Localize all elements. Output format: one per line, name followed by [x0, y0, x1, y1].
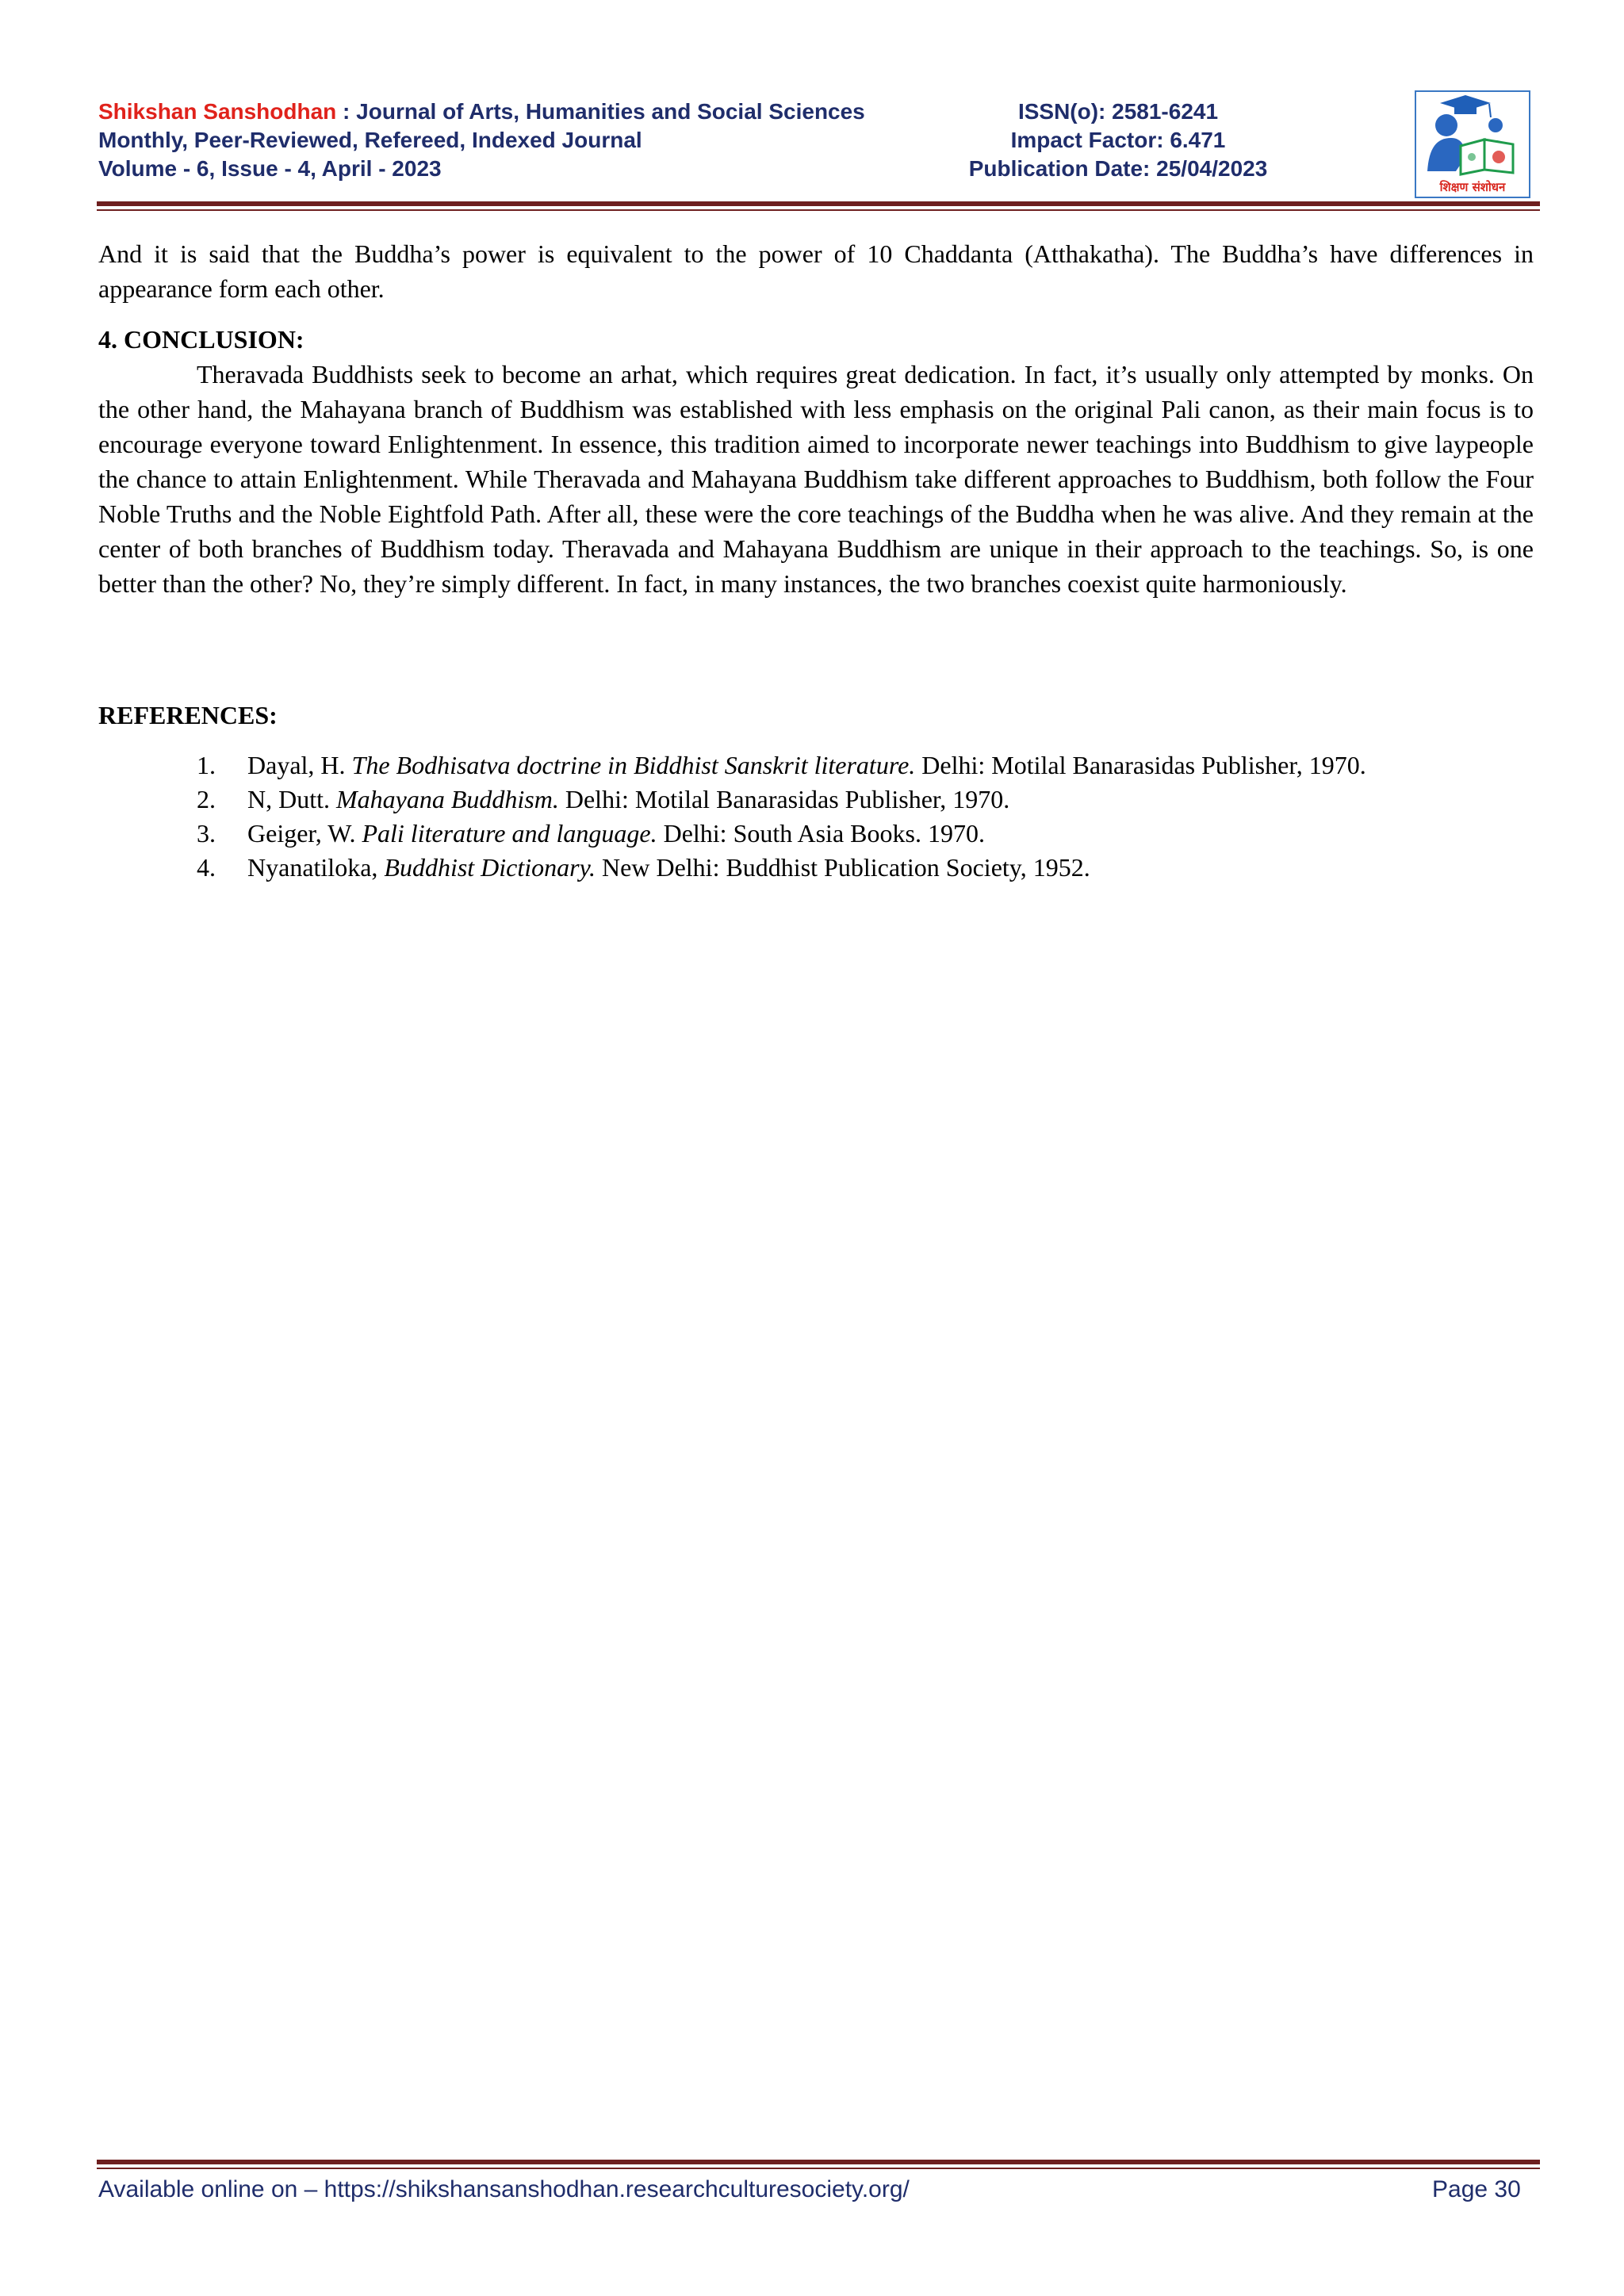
reference-item	[98, 748, 1534, 783]
reference-author: Dayal, H.	[247, 751, 352, 779]
header-rule-thin	[97, 209, 1540, 211]
publication-date: Publication Date: 25/04/2023	[968, 156, 1268, 181]
reference-author: Geiger, W.	[247, 819, 362, 848]
reference-item	[98, 783, 1534, 817]
reference-title: The Bodhisatva doctrine in Biddhist Sanskrit literature.	[351, 751, 916, 779]
reference-number: 2.	[197, 785, 216, 813]
journal-logo-icon	[1416, 92, 1529, 179]
references-list	[98, 748, 1534, 885]
conclusion-section	[98, 322, 1534, 601]
logo-caption: शिक्षण संशोधन	[1439, 180, 1506, 194]
reference-number: 3.	[197, 819, 216, 848]
volume-issue: Volume - 6, Issue - 4, April - 2023	[98, 156, 442, 181]
footer-rule-thick	[97, 2160, 1540, 2164]
footer-rule-thin	[97, 2168, 1540, 2169]
impact-factor: Impact Factor: 6.471	[1010, 128, 1226, 152]
reference-number: 4.	[197, 853, 216, 882]
reference-title: Mahayana Buddhism.	[336, 785, 559, 813]
reference-publisher: Delhi: Motilal Banarasidas Publisher, 1970.	[558, 785, 1010, 813]
journal-logo	[1415, 90, 1530, 198]
reference-item	[98, 817, 1534, 851]
reference-publisher: Delhi: Motilal Banarasidas Publisher, 1970.	[915, 751, 1366, 779]
footer-url: Available online on – https://shikshansanshodhan.researchculturesociety.org/	[98, 2176, 910, 2202]
conclusion-heading: 4. CONCLUSION:	[98, 325, 304, 354]
reference-title: Pali literature and language.	[362, 819, 657, 848]
reference-author: N, Dutt.	[247, 785, 336, 813]
header-rule-thick	[97, 201, 1540, 206]
journal-description: Monthly, Peer-Reviewed, Refereed, Indexed Journal	[98, 128, 642, 152]
journal-title-line	[98, 98, 865, 125]
reference-number: 1.	[197, 751, 216, 779]
journal-name: Shikshan Sanshodhan	[98, 99, 337, 124]
references-heading: REFERENCES:	[98, 701, 278, 729]
reference-publisher: New Delhi: Buddhist Publication Society, 1952.	[596, 853, 1090, 882]
reference-author: Nyanatiloka,	[247, 853, 385, 882]
reference-title: Buddhist Dictionary.	[384, 853, 596, 882]
issn: ISSN(o): 2581-6241	[1017, 99, 1219, 124]
journal-subtitle: : Journal of Arts, Humanities and Social Sciences	[336, 99, 865, 124]
intro-paragraph: And it is said that the Buddha’s power is equivalent to the power of 10 Chaddanta (Atthakatha). The Buddha’s have differences in appearance form each other.	[98, 239, 1534, 303]
page-number: Page 30	[1432, 2176, 1521, 2202]
conclusion-paragraph: Theravada Buddhists seek to become an arhat, which requires great dedication. In fact, it’s usually only attempted by monks. On the other hand, the Mahayana branch of Buddhism was established with less emphasis on the original Pali canon, as their main focus is to encourage everyone toward Enlightenment. In essence, this tradition aimed to incorporate newer teachings into Buddhism to give laypeople the chance to attain Enlightenment. While Theravada and Mahayana Buddhism take different approaches to Buddhism, both follow the Four Noble Truths and the Noble Eightfold Path. After all, these were the core teachings of the Buddha when he was alive. And they remain at the center of both branches of Buddhism today. Theravada and Mahayana Buddhism are unique in their approach to the teachings. So, is one better than the other? No, they’re simply different. In fact, in many instances, the two branches coexist quite harmoniously.	[98, 360, 1534, 598]
reference-publisher: Delhi: South Asia Books. 1970.	[657, 819, 985, 848]
references-heading-block	[98, 698, 1534, 733]
reference-item	[98, 851, 1534, 885]
